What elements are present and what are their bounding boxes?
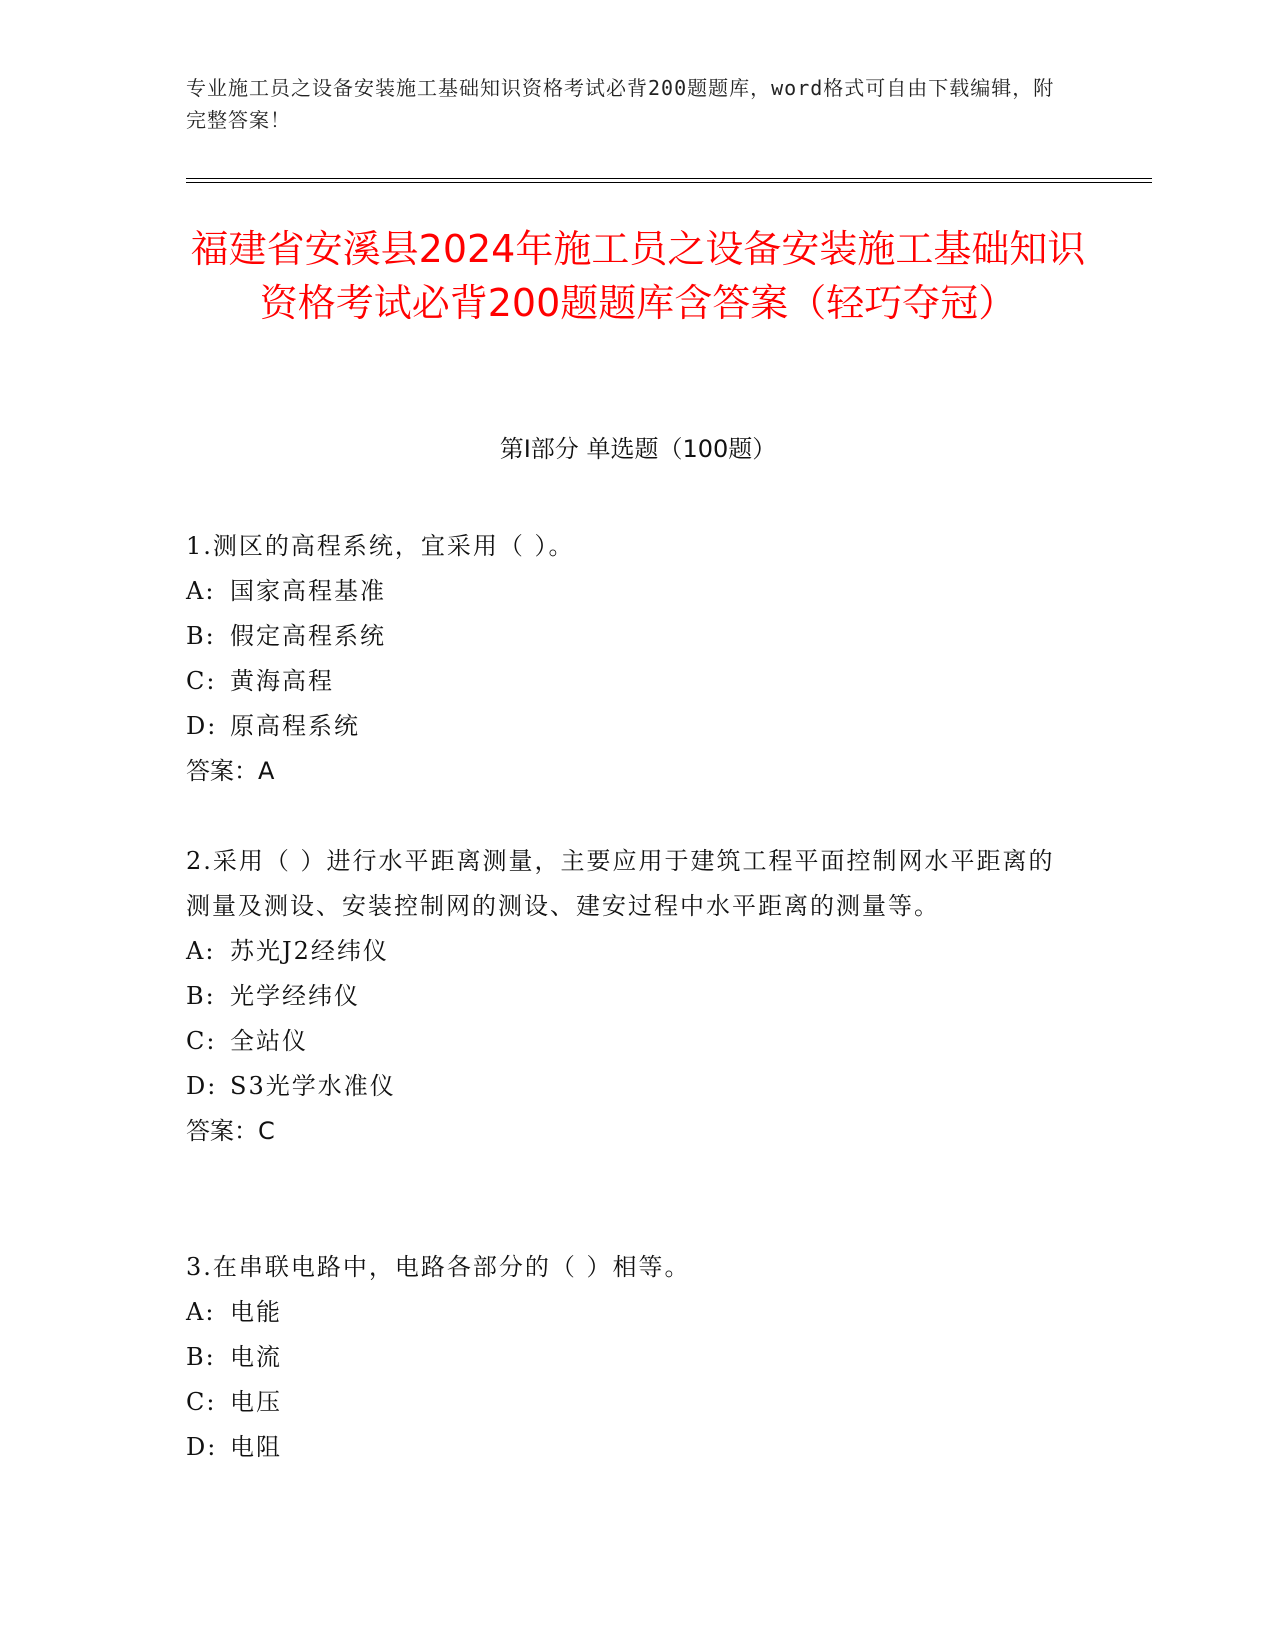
option-c — [186, 1380, 1066, 1425]
option-text: 光学经纬仪 — [230, 982, 360, 1010]
option-a — [186, 569, 1066, 614]
option-key: B: — [186, 622, 216, 650]
document-title: 福建省安溪县2024年施工员之设备安装施工基础知识资格考试必背200题题库含答案（轻巧夺冠） — [190, 227, 1086, 325]
option-b — [186, 614, 1066, 659]
section-heading: 第Ⅰ部分 单选题（100题） — [499, 435, 777, 463]
option-text: 电压 — [230, 1388, 282, 1416]
answer-line: 答案：C — [186, 1117, 275, 1145]
option-text: 国家高程基准 — [230, 577, 386, 605]
option-d — [186, 1064, 1066, 1109]
option-a — [186, 929, 1066, 974]
option-c — [186, 1019, 1066, 1064]
option-b — [186, 974, 1066, 1019]
question-block — [186, 839, 1066, 1154]
option-c — [186, 659, 1066, 704]
question-block — [186, 1245, 1066, 1470]
option-text: 苏光J2经纬仪 — [230, 937, 389, 965]
option-a — [186, 1290, 1066, 1335]
question-block — [186, 524, 1066, 794]
option-key: B: — [186, 982, 216, 1010]
option-key: C: — [186, 667, 217, 695]
option-key: C: — [186, 1027, 217, 1055]
option-key: D: — [186, 1433, 218, 1461]
option-key: D: — [186, 1072, 218, 1100]
header-rule-top — [186, 178, 1152, 179]
question-stem: 3.在串联电路中，电路各部分的（ ）相等。 — [186, 1253, 691, 1281]
option-key: A: — [186, 577, 216, 605]
option-text: 电流 — [230, 1343, 282, 1371]
question-stem: 1.测区的高程系统，宜采用（ ）。 — [186, 532, 575, 560]
question-stem: 2.采用（ ）进行水平距离测量，主要应用于建筑工程平面控制网水平距离的测量及测设、安装控制网的测设、建安过程中水平距离的测量等。 — [186, 847, 1055, 920]
option-key: B: — [186, 1343, 216, 1371]
option-b — [186, 1335, 1066, 1380]
option-text: 电能 — [230, 1298, 282, 1326]
option-text: 原高程系统 — [230, 712, 360, 740]
option-text: 假定高程系统 — [230, 622, 386, 650]
answer-line: 答案：A — [186, 757, 275, 785]
option-key: D: — [186, 712, 218, 740]
option-key: A: — [186, 1298, 216, 1326]
option-text: 电阻 — [230, 1433, 282, 1461]
header-rule-bottom — [186, 182, 1152, 183]
option-d — [186, 704, 1066, 749]
header-note: 专业施工员之设备安装施工基础知识资格考试必背200题题库，word格式可自由下载编辑，附完整答案！ — [186, 76, 1055, 132]
option-d — [186, 1425, 1066, 1470]
option-key: C: — [186, 1388, 217, 1416]
option-text: S3光学水准仪 — [230, 1072, 396, 1100]
option-text: 黄海高程 — [230, 667, 334, 695]
option-text: 全站仪 — [230, 1027, 308, 1055]
option-key: A: — [186, 937, 216, 965]
